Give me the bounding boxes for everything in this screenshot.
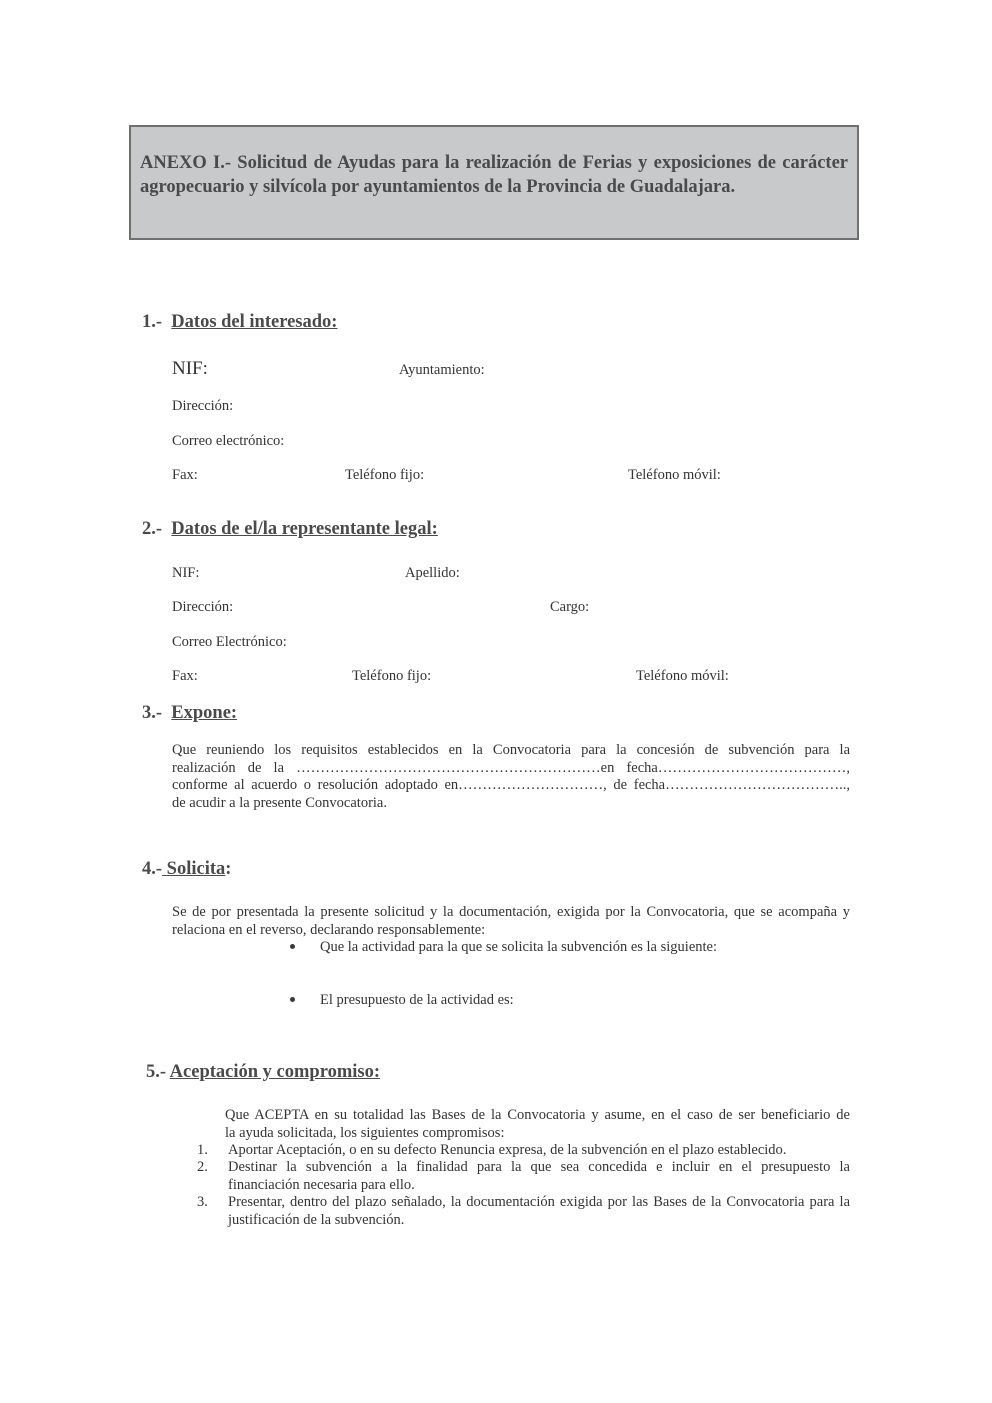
s5-item-3 <box>228 1194 850 1229</box>
section-2-heading <box>142 519 438 540</box>
bullet-icon <box>290 944 295 949</box>
section-4-heading <box>142 859 231 880</box>
s5-item-number: 1. <box>197 1142 208 1158</box>
s3-line: de acudir a la presente Convocatoria. <box>172 794 387 811</box>
section-5-number: 5.- <box>146 1062 167 1082</box>
s4-line: relaciona en el reverso, declarando responsablemente: <box>172 921 486 938</box>
s5-item-number: 2. <box>197 1159 208 1175</box>
s5-item-line: Presentar, dentro del plazo señalado, la documentación exigida por las Bases de la Convocatoria para la <box>228 1194 850 1210</box>
s5-intro-line: Que ACEPTA en su totalidad las Bases de la Convocatoria y asume, en el caso de ser beneficiario de <box>225 1107 850 1123</box>
section-4-title: Solicita <box>166 859 226 879</box>
s5-item-2 <box>228 1159 850 1194</box>
s4-line: Se de por presentada la presente solicitud y la documentación, exigida por la Convocatoria, que se acompaña y <box>172 904 850 920</box>
s5-item-1 <box>228 1142 850 1160</box>
s5-item-number: 3. <box>197 1194 208 1210</box>
s2-cargo-label: Cargo: <box>550 599 590 615</box>
section-4-colon: : <box>225 859 232 879</box>
section-2-number: 2.- <box>142 519 163 539</box>
annex-title: ANEXO I.- Solicitud de Ayudas para la realización de Ferias y exposiciones de carácter agropecuario y silvícola por ayuntamientos de la Provincia de Guadalajara. <box>140 153 848 197</box>
s1-correo-label: Correo electrónico: <box>172 433 285 449</box>
s1-telefono-movil-label: Teléfono móvil: <box>628 467 721 483</box>
section-3-number: 3.- <box>142 703 163 723</box>
s2-nif-label: NIF: <box>172 565 200 581</box>
s3-line: conforme al acuerdo o resolución adoptado en…………………………, de fecha……………………………….., <box>172 777 850 793</box>
s2-telefono-movil-label: Teléfono móvil: <box>636 668 729 684</box>
s2-telefono-fijo-label: Teléfono fijo: <box>352 668 432 684</box>
section-5-intro <box>225 1107 850 1142</box>
s1-fax-label: Fax: <box>172 467 198 483</box>
s2-apellido-label: Apellido: <box>405 565 460 581</box>
s2-correo-label: Correo Electrónico: <box>172 634 287 650</box>
s3-line: Que reuniendo los requisitos establecidos en la Convocatoria para la concesión de subvención para la <box>172 742 850 758</box>
s1-nif-label: NIF: <box>172 358 208 379</box>
section-5-title: Aceptación y compromiso: <box>169 1062 380 1082</box>
s4-bullet-activity: Que la actividad para la que se solicita la subvención es la siguiente: <box>320 939 718 955</box>
s5-item-line: financiación necesaria para ello. <box>228 1176 415 1193</box>
bullet-icon <box>290 997 295 1002</box>
section-1-number: 1.- <box>142 312 163 332</box>
section-4-paragraph <box>172 904 850 939</box>
s2-direccion-label: Dirección: <box>172 599 234 615</box>
section-4-number: 4.- <box>142 859 163 879</box>
s5-item-line: Aportar Aceptación, o en su defecto Renuncia expresa, de la subvención en el plazo establecido. <box>228 1142 787 1158</box>
s1-direccion-label: Dirección: <box>172 398 234 414</box>
section-2-title: Datos de el/la representante legal: <box>171 519 438 539</box>
s4-bullet-budget: El presupuesto de la actividad es: <box>320 992 514 1008</box>
section-3-heading <box>142 703 237 724</box>
section-3-title: Expone: <box>171 703 238 723</box>
section-1-heading <box>142 312 337 333</box>
section-1-title: Datos del interesado: <box>171 312 338 332</box>
section-5-heading <box>146 1062 380 1083</box>
s2-fax-label: Fax: <box>172 668 198 684</box>
s5-item-line: justificación de la subvención. <box>228 1211 405 1228</box>
s1-telefono-fijo-label: Teléfono fijo: <box>345 467 425 483</box>
annex-title-box <box>129 125 859 240</box>
section-3-paragraph <box>172 742 850 812</box>
s3-line: realización de la ………………………………………………………en fecha…………………………………, <box>172 759 850 776</box>
s5-item-line: Destinar la subvención a la finalidad para la que sea concedida e incluir en el presupuesto la <box>228 1159 850 1175</box>
s5-intro-line: la ayuda solicitada, los siguientes compromisos: <box>225 1124 505 1141</box>
s1-ayuntamiento-label: Ayuntamiento: <box>399 362 485 378</box>
